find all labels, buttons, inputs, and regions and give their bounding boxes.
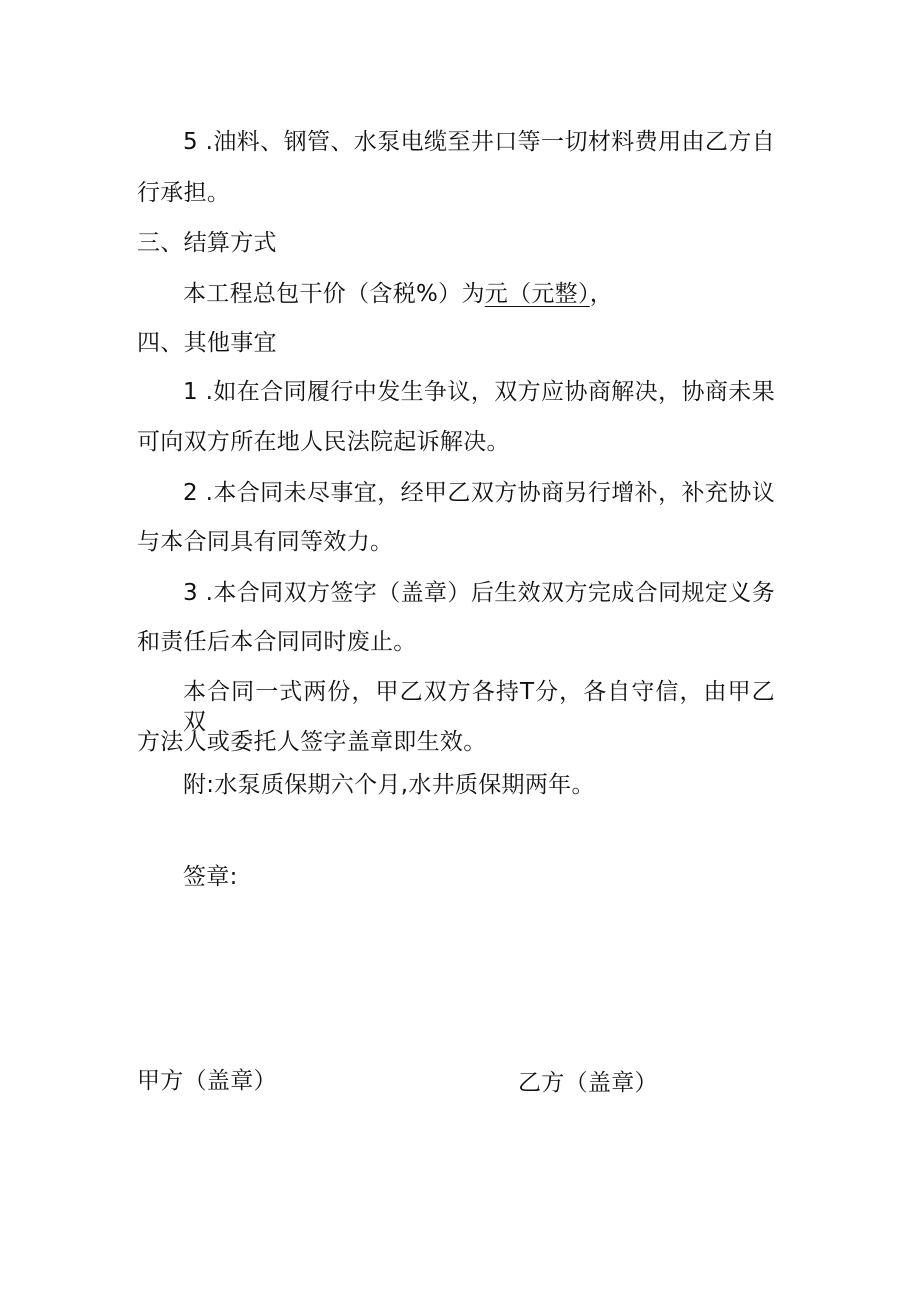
section4-item2-line2: 与本合同具有同等效力。	[137, 529, 394, 555]
section4-item3-line1: 3 .本合同双方签字（盖章）后生效双方完成合同规定义务	[183, 580, 775, 606]
price-clause	[183, 279, 613, 309]
item5-line1: 5 .油料、钢管、水泵电缆至井口等一切材料费用由乙方自	[183, 129, 775, 155]
party-a-seal: 甲方（盖章）	[137, 1068, 277, 1094]
appendix-note: 附:水泵质保期六个月,水井质保期两年。	[183, 772, 595, 798]
signature-label: 签章:	[183, 864, 238, 890]
section3-heading: 三、结算方式	[137, 230, 277, 256]
section4-item1-line2: 可向双方所在地人民法院起诉解决。	[137, 429, 510, 455]
copies-line1: 本合同一式两份，甲乙双方各持T分，各自守信，由甲乙双	[183, 679, 775, 735]
section4-item2-line1: 2 .本合同未尽事宜，经甲乙双方协商另行增补，补充协议	[183, 480, 775, 506]
section4-item1-line1: 1 .如在合同履行中发生争议，双方应协商解决，协商未果	[183, 379, 775, 405]
section4-heading: 四、其他事宜	[137, 330, 277, 356]
copies-line2: 方法人或委托人签字盖章即生效。	[137, 729, 487, 755]
price-prefix: 本工程总包干价（含税%）为	[183, 281, 485, 307]
price-amount: 元（元整）	[484, 281, 590, 307]
section4-item3-line2: 和责任后本合同同时废止。	[137, 629, 417, 655]
item5-line2: 行承担。	[137, 180, 231, 206]
party-b-seal: 乙方（盖章）	[518, 1070, 658, 1096]
price-suffix: ，	[589, 281, 614, 307]
